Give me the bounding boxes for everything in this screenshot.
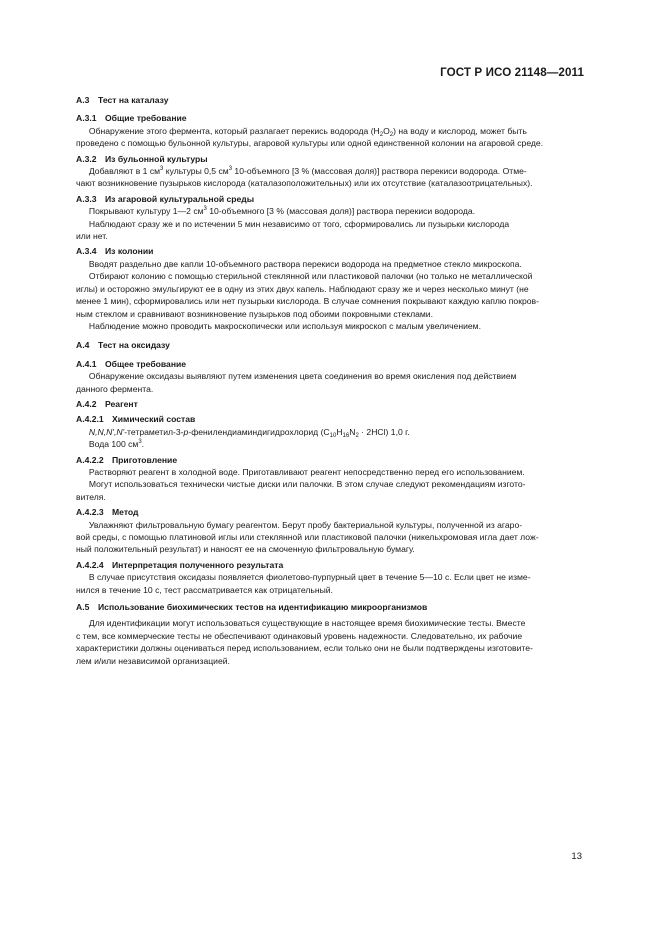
section-a4-2-3-heading: A.4.2.3 Метод (76, 507, 139, 518)
section-a4-2-heading: A.4.2 Реагент (76, 398, 138, 409)
paragraph: Могут использоваться технически чистые диски или палочки. В этом случае следуют рекомендациям изгото- (88, 479, 526, 490)
annex-content (76, 94, 585, 667)
chemical-formula-line: N,N,N',N'-тетраметил-3-p-фенилендиаминдигидрохлорид $(C_{10}H_{16}N_2 \cdot 2HCl)$ 1,0 г. (88, 426, 410, 439)
section-a4-2-4-heading: A.4.2.4 Интерпретация полученного результата (76, 559, 284, 570)
paragraph: характеристики должны оцениваться перед использованием, если только они не были подтверждены изготовите- (76, 643, 533, 654)
paragraph: Покрывают культуру 1—2 $см^3$ 10-объемного [3 % (массовая доля)] раствора перекиси водорода. (88, 206, 476, 217)
paragraph: В случае присутствия оксидазы появляется фиолетово-пурпурный цвет в течение 5—10 с. Если цвет не изме- (88, 572, 531, 583)
paragraph: Наблюдают сразу же и по истечении 5 мин независимо от того, сформировались ли пузырьки кислорода (88, 218, 510, 229)
paragraph: чают возникновение пузырьков кислорода (каталазоположительных) или их отсутствие (каталазоотрицательных). (76, 178, 533, 189)
paragraph: Отбирают колонию с помощью стерильной стеклянной или пластиковой палочки (но только не металлической (88, 271, 533, 282)
paragraph: ный положительный результат) и наносят ее на смоченную фильтровальную бумагу. (76, 544, 415, 555)
section-a5-heading: A.5 Использование биохимических тестов на идентификацию микроорганизмов (76, 602, 428, 613)
paragraph: Увлажняют фильтровальную бумагу реагентом. Берут пробу бактериальной культуры, полученной из агаро- (88, 519, 523, 530)
paragraph: нился в течение 10 с, тест рассматривается как отрицательный. (76, 584, 333, 595)
paragraph: ным стеклом и сравнивают возникновение пузырьков под обоими покровными стеклами. (76, 308, 433, 319)
paragraph: Вода 100 $см^3$. (88, 439, 145, 450)
paragraph: Обнаружение этого фермента, который разлагает перекись водорода $(H_2O_2)$ на воду и кислород, может быть (88, 125, 527, 138)
standard-header: ГОСТ Р ИСО 21148—2011 (440, 66, 584, 79)
section-a4-1-heading: A.4.1 Общее требование (76, 358, 187, 369)
paragraph: Вводят раздельно две капли 10-объемного раствора перекиси водорода на предметное стекло микроскопа. (88, 258, 522, 269)
section-a4-heading: A.4 Тест на оксидазу (76, 340, 170, 351)
page-number: 13 (571, 851, 582, 862)
paragraph: с тем, все коммерческие тесты не обеспечивают одинаковый уровень надежности. Следовательно, их рабочие (76, 630, 523, 641)
paragraph: Растворяют реагент в холодной воде. Приготавливают реагент непосредственно перед его использованием. (88, 466, 525, 477)
paragraph: вителя. (76, 491, 106, 502)
paragraph: Обнаружение оксидазы выявляют путем изменения цвета соединения во время окисления под действием (88, 371, 517, 382)
paragraph: иглы) и осторожно эмульгируют ее в одну из этих двух капель. Наблюдают сразу же и через несколько минут (не (76, 283, 529, 294)
paragraph: вой среды, с помощью платиновой иглы или стеклянной или пластиковой палочки (никельхромовая игла дает лож- (76, 532, 539, 542)
section-a3-3-heading: A.3.3 Из агаровой культуральной среды (76, 193, 255, 204)
section-a3-2-heading: A.3.2 Из бульонной культуры (76, 153, 208, 164)
section-a4-2-1-heading: A.4.2.1 Химический состав (76, 414, 196, 425)
paragraph: Наблюдение можно проводить макроскопически или используя микроскоп с малым увеличением. (88, 320, 481, 331)
section-a3-heading: A.3 Тест на каталазу (76, 95, 169, 105)
paragraph: лем и/или независимой организацией. (76, 655, 230, 666)
section-a3-1-heading: A.3.1 Общие требование (76, 113, 187, 124)
paragraph: менее 1 мин), сформировались или нет пузырьки кислорода. В случае сомнения покрывают каждую каплю покров- (76, 296, 539, 307)
section-a4-2-2-heading: A.4.2.2 Приготовление (76, 454, 178, 465)
paragraph: Добавляют в 1 $см^3$ культуры 0,5 $см^3$ 10-объемного [3 % (массовая доля)] раствора перекиси водорода. Отме- (88, 166, 527, 177)
paragraph: или нет. (76, 231, 108, 242)
paragraph: Для идентификации могут использоваться существующие в настоящее время биохимические тесты. Вместе (88, 618, 526, 629)
section-a3-4-heading: A.3.4 Из колонии (76, 246, 154, 257)
paragraph: проведено с помощью бульонной культуры, агаровой культуры или одной единственной колонии на агаровой среде. (76, 138, 544, 149)
paragraph: данного фермента. (76, 383, 154, 394)
